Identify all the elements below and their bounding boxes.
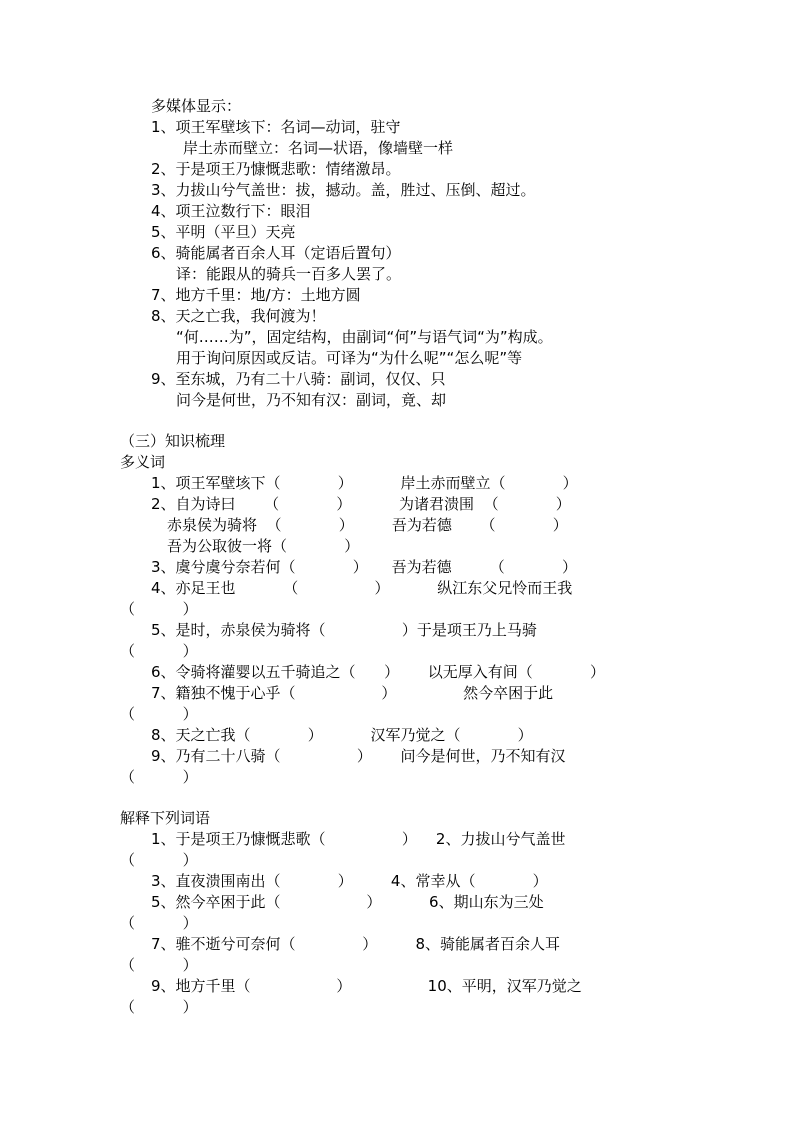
text-line: 译：能跟从的骑兵一百多人罢了。 — [176, 265, 402, 283]
text-line: （ ） — [120, 705, 198, 723]
text-line: 7、地方千里：地/方：土地方圆 — [151, 286, 361, 304]
section-heading: 解释下列词语 — [120, 809, 211, 827]
text-line: 3、力拔山兮气盖世：拔，撼动。盖，胜过、压倒、超过。 — [151, 181, 536, 199]
text-line: 吾为公取彼一将（ ） — [167, 537, 360, 555]
text-line: 1、项王军壁垓下：名词—动词，驻守 — [151, 118, 401, 136]
text-line: 7、籍独不愧于心乎（ ） 然今卒困于此 — [151, 684, 554, 702]
text-line: 4、亦足王也 （ ） 纵江东父兄怜而王我 — [151, 579, 573, 597]
text-line: 7、骓不逝兮可奈何（ ） 8、骑能属者百余人耳 — [151, 935, 560, 953]
text-line: 5、然今卒困于此（ ） 6、期山东为三处 — [151, 893, 544, 911]
text-line: 问今是何世，乃不知有汉：副词，竟、却 — [176, 391, 447, 409]
text-line: （ ） — [120, 642, 198, 660]
text-line: （ ） — [120, 851, 198, 869]
text-line: 5、是时，赤泉侯为骑将（ ）于是项王乃上马骑 — [151, 621, 537, 639]
text-line: 9、乃有二十八骑（ ） 问今是何世，乃不知有汉 — [151, 747, 566, 765]
text-line: 用于询问原因或反诘。可译为“为什么呢”“怎么呢”等 — [176, 349, 523, 367]
text-line: （ ） — [120, 998, 198, 1016]
text-line: “何……为”，固定结构，由副词“何”与语气词“为”构成。 — [176, 328, 553, 346]
text-line: 岸土赤而壁立：名词—状语，像墙壁一样 — [183, 139, 454, 157]
text-line: 8、天之亡我，我何渡为！ — [151, 307, 326, 325]
text-line: 5、平明（平旦）天亮 — [151, 223, 296, 241]
text-line: （ ） — [120, 914, 198, 932]
text-line: 9、地方千里（ ） 10、平明，汉军乃觉之 — [151, 977, 582, 995]
text-line: 2、于是项王乃慷慨悲歌：情绪激昂。 — [151, 160, 401, 178]
text-line: （ ） — [120, 600, 198, 618]
text-line: 6、令骑将灌婴以五千骑追之（ ） 以无厚入有间（ ） — [151, 663, 605, 681]
section-heading: （三）知识梳理 — [120, 432, 226, 450]
text-line: （ ） — [120, 956, 198, 974]
text-line: 赤泉侯为骑将 （ ） 吾为若德 （ ） — [167, 516, 568, 534]
text-line: 2、自为诗曰 （ ） 为诸君溃围 （ ） — [151, 495, 571, 513]
section-heading: 多义词 — [120, 453, 166, 471]
text-line: （ ） — [120, 768, 198, 786]
text-line: 1、于是项王乃慷慨悲歌（ ） 2、力拔山兮气盖世 — [151, 830, 566, 848]
text-line: 6、骑能属者百余人耳（定语后置句） — [151, 244, 401, 262]
text-line: 3、虞兮虞兮奈若何（ ） 吾为若德 （ ） — [151, 558, 577, 576]
text-line: 多媒体显示： — [151, 97, 242, 115]
text-line: 9、至东城，乃有二十八骑：副词，仅仅、只 — [151, 370, 446, 388]
text-line: 8、天之亡我（ ） 汉军乃觉之（ ） — [151, 726, 533, 744]
text-line: 1、项王军壁垓下（ ） 岸土赤而壁立（ ） — [151, 474, 578, 492]
text-line: 3、直夜溃围南出（ ） 4、常幸从（ ） — [151, 872, 548, 890]
text-line: 4、项王泣数行下：眼泪 — [151, 202, 311, 220]
